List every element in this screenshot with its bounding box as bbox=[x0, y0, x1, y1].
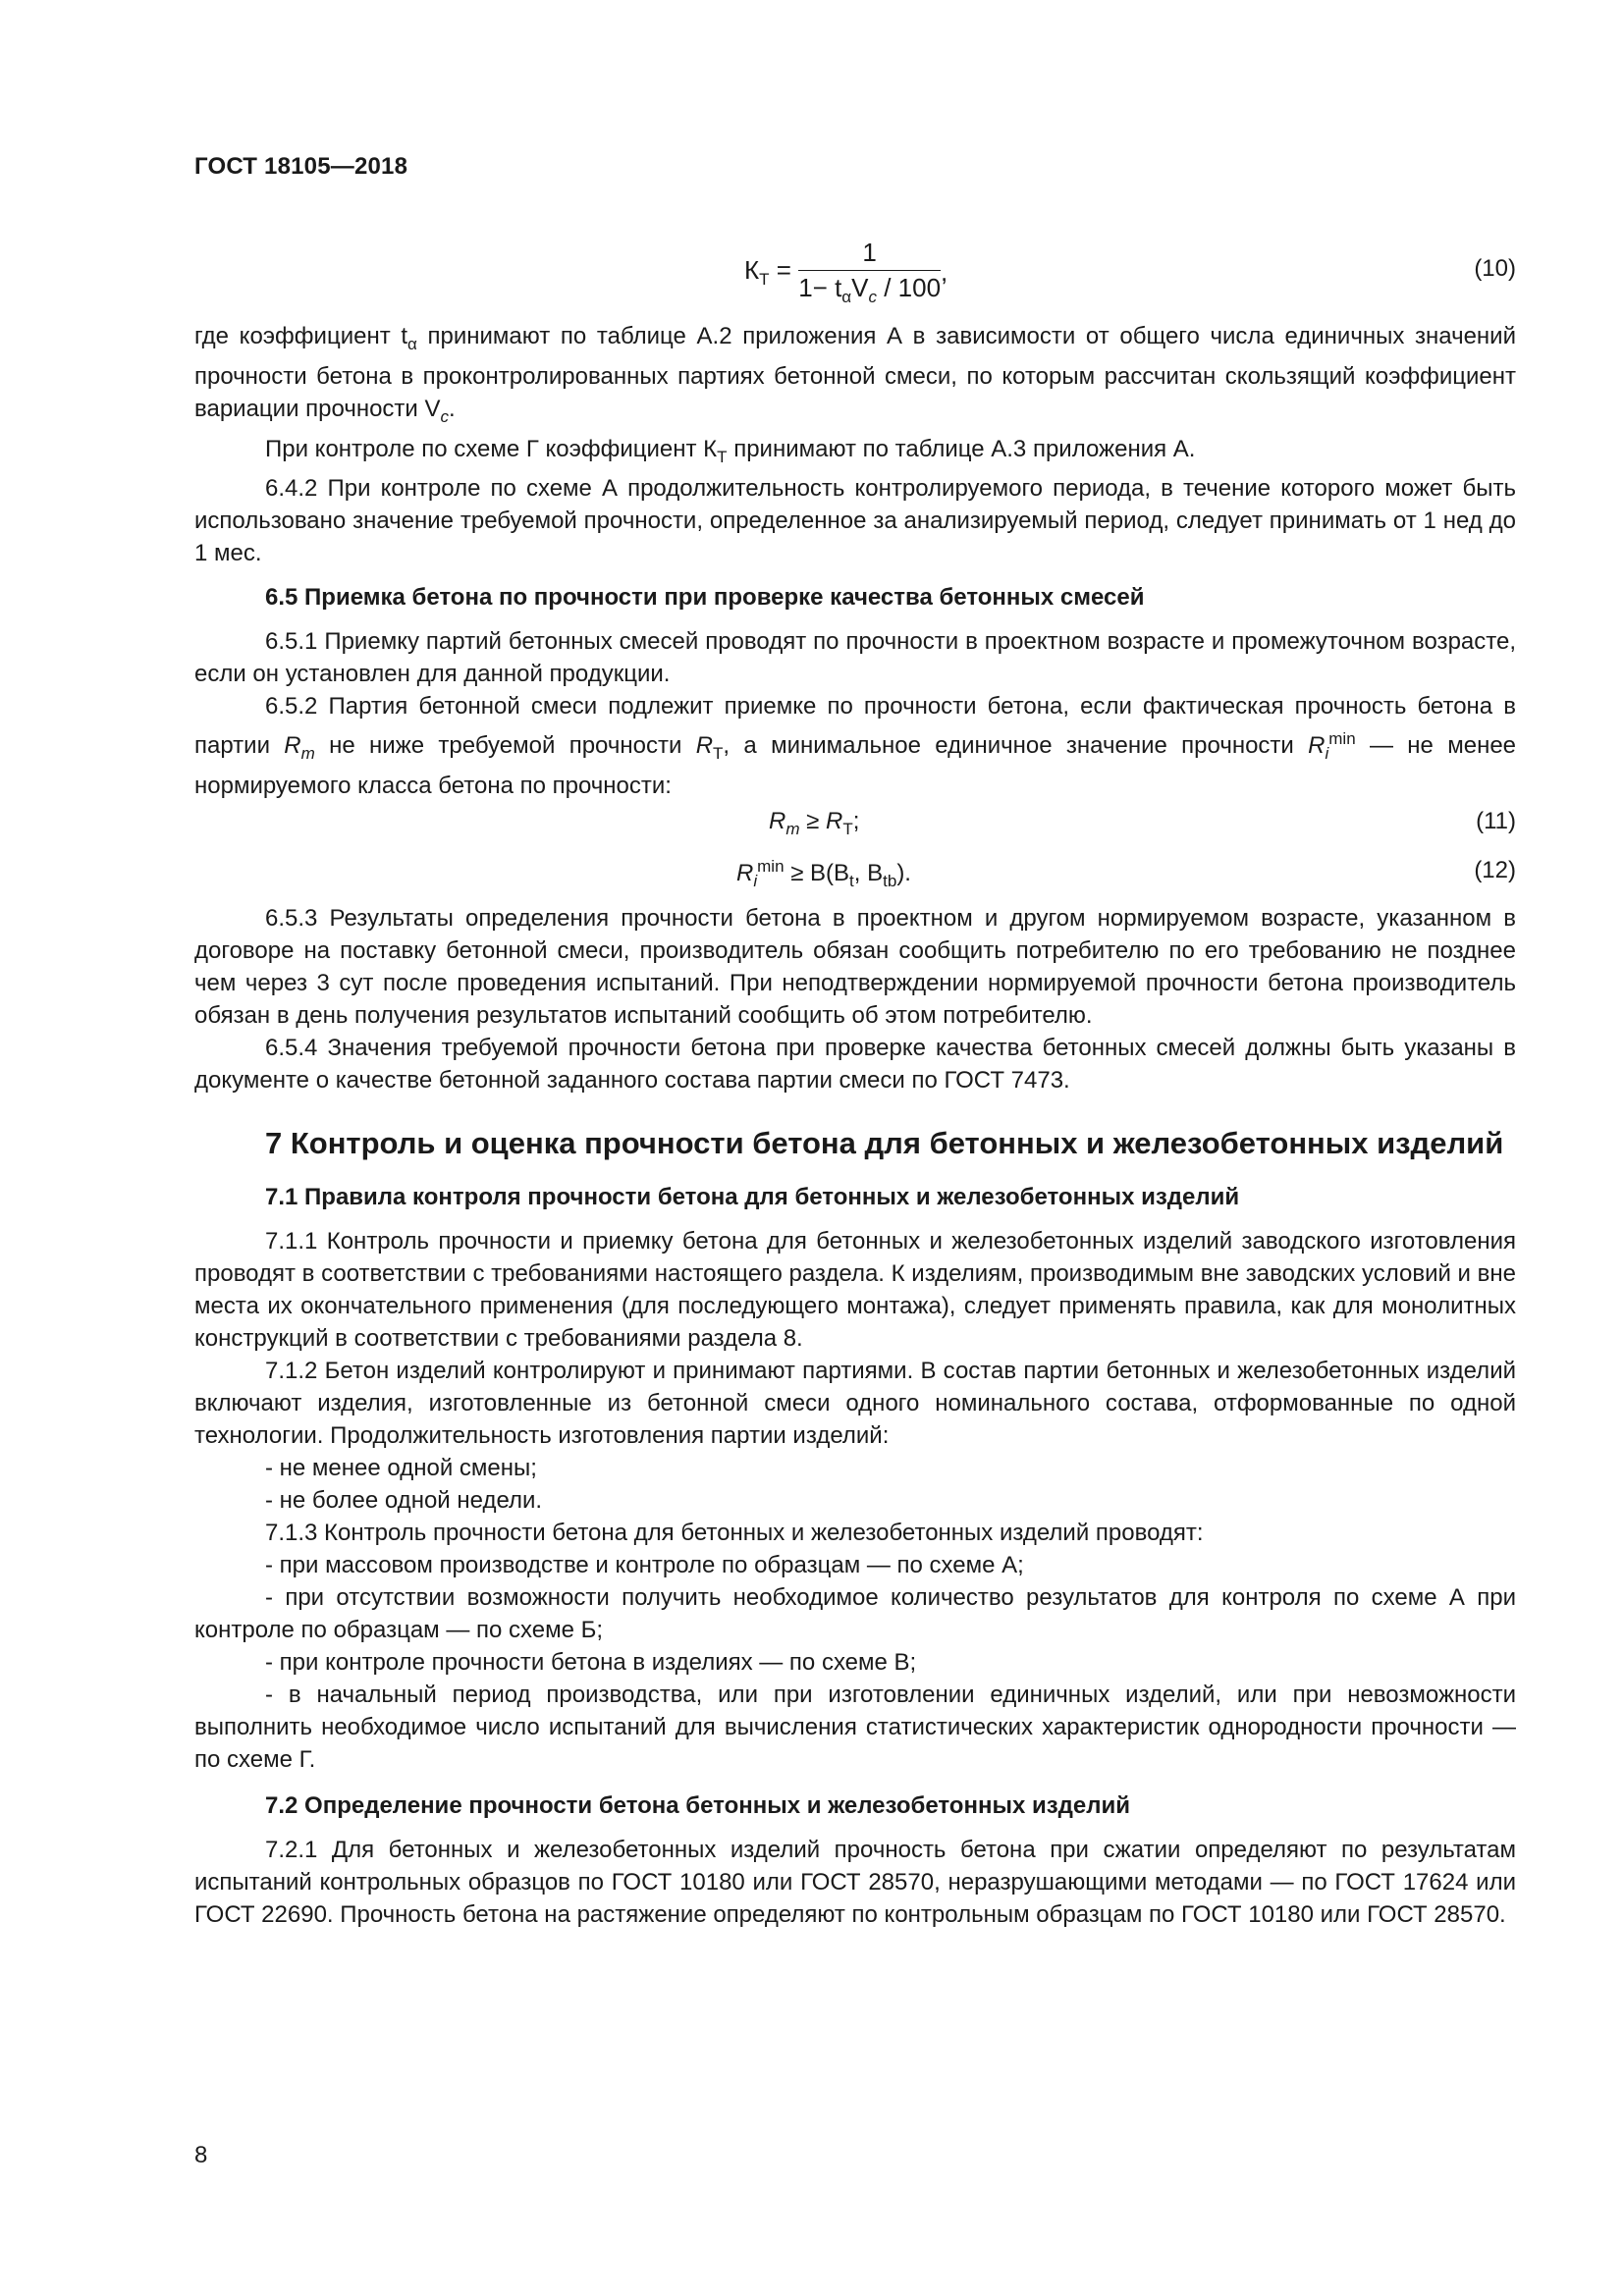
equation-12-body bbox=[736, 857, 911, 891]
eq10-lhs-sub: Т bbox=[759, 270, 770, 290]
list-item: - при отсутствии возможности получить необходимое количество результатов для контроля по схеме А при контроле по образцам — по схеме Б; bbox=[194, 1584, 1516, 1644]
symbol-r: R bbox=[695, 732, 714, 760]
subscript: i bbox=[1325, 744, 1329, 764]
symbol-r: R bbox=[769, 808, 786, 835]
equation-number-12: (12) bbox=[1474, 857, 1516, 884]
paragraph-6-5-3: 6.5.3 Результаты определения прочности бетона в проектном и другом нормируемом возрасте, указанном в договоре на поставку бетонной смеси, производитель обязан сообщить потребителю по его требованию не позднее чем через 3 сут после проведения испытаний. При неподтверждении нормируемой прочности бетона производитель обязан в день получения результатов испытаний сообщить об этом потребителю. bbox=[194, 905, 1516, 1030]
subscript: α bbox=[407, 334, 417, 353]
symbol-r: R bbox=[1308, 732, 1326, 760]
equation-number-10: (10) bbox=[1474, 255, 1516, 282]
paragraph-6-5-4: 6.5.4 Значения требуемой прочности бетона при проверке качества бетонных смесей должны быть указаны в документе о качестве бетонной заданного состава партии смеси по ГОСТ 7473. bbox=[194, 1035, 1516, 1095]
equation-10 bbox=[194, 234, 1516, 312]
symbol-r: R bbox=[826, 808, 843, 835]
operator: ≥ bbox=[799, 808, 827, 835]
symbol-r: R bbox=[736, 860, 754, 887]
equation-12 bbox=[194, 857, 1516, 896]
eq10-equals: = bbox=[776, 255, 791, 285]
paragraph-6-5-2 bbox=[194, 690, 1516, 802]
subscript: Т bbox=[717, 447, 728, 466]
eq10-den-c: / 100 bbox=[884, 273, 942, 302]
eq10-tail: , bbox=[941, 257, 948, 288]
subscript: T bbox=[713, 744, 724, 764]
document-header: ГОСТ 18105—2018 bbox=[194, 153, 408, 180]
subscript: c bbox=[440, 406, 449, 426]
eq10-denominator bbox=[798, 271, 941, 307]
list-item: - не менее одной смены; bbox=[265, 1455, 537, 1482]
paragraph-6-4-2: 6.4.2 При контроле по схеме А продолжительность контролируемого периода, в течение которого может быть использовано значение требуемой прочности, определенное за анализируемый период, следует принимать от 1 нед до 1 мес. bbox=[194, 475, 1516, 567]
equation-11-body bbox=[769, 808, 859, 839]
list-item: - при массовом производстве и контроле по образцам — по схеме А; bbox=[265, 1552, 1024, 1579]
eq10-den-a-sub: α bbox=[841, 288, 852, 307]
heading-section-7: 7 Контроль и оценка прочности бетона для бетонных и железобетонных изделий bbox=[265, 1126, 1504, 1161]
paragraph-7-2-1: 7.2.1 Для бетонных и железобетонных изделий прочность бетона при сжатии определяют по результатам испытаний контрольных образцов по ГОСТ 10180 или ГОСТ 28570, неразрушающими методами — по ГОСТ 17624 или ГОСТ 22690. Прочность бетона на растяжение определяют по контрольным образцам по ГОСТ 10180 или ГОСТ 28570. bbox=[194, 1837, 1516, 1929]
eq10-den-b: V bbox=[851, 273, 869, 302]
text-run: — не менее нормируемого класса бетона по прочности: bbox=[194, 732, 1517, 800]
text-run: принимают по таблице А.3 приложения А. bbox=[727, 435, 1196, 462]
paragraph-where-coefficient bbox=[194, 320, 1516, 433]
equation-number-11: (11) bbox=[1476, 808, 1516, 835]
text-run: где коэффициент t bbox=[194, 323, 408, 349]
text-run: принимают по таблице А.2 приложения А в зависимости от общего числа единичных значений прочности бетона в проконтролированных партиях бетонной смеси, по которым рассчитан скользящий коэффициент вариации прочности V bbox=[194, 323, 1516, 422]
subscript: T bbox=[842, 819, 853, 838]
eq10-fraction bbox=[798, 238, 941, 307]
text-run: При контроле по схеме Г коэффициент К bbox=[265, 435, 718, 462]
list-item: - не более одной недели. bbox=[265, 1487, 543, 1515]
equation-11 bbox=[194, 808, 1516, 847]
eq10-den-a: 1− t bbox=[798, 273, 842, 302]
text-run: . bbox=[449, 395, 456, 422]
list-item: - в начальный период производства, или при изготовлении единичных изделий, или при невозможности выполнить необходимое число испытаний для вычисления статистических характеристик однородности прочности — по схеме Г. bbox=[194, 1682, 1516, 1774]
equation-10-body bbox=[744, 238, 947, 307]
symbol-r: R bbox=[284, 732, 301, 760]
subscript: t bbox=[849, 871, 854, 890]
text-block-1 bbox=[194, 320, 1516, 1931]
paragraph-7-1-3: 7.1.3 Контроль прочности бетона для бетонных и железобетонных изделий проводят: bbox=[265, 1520, 1204, 1547]
operator: ≥ В(В bbox=[784, 860, 850, 887]
subscript: tb bbox=[883, 871, 897, 890]
document-page bbox=[194, 0, 1516, 2296]
eq10-den-b-sub: c bbox=[868, 288, 877, 307]
text-run: ). bbox=[896, 860, 911, 887]
text-run: , а минимальное единичное значение прочности bbox=[723, 732, 1309, 760]
text-run: 6.5.2 Партия бетонной смеси подлежит приемке по прочности бетона, если фактическая прочность бетона в партии bbox=[194, 693, 1516, 760]
subscript: i bbox=[753, 871, 758, 890]
paragraph-scheme-g bbox=[194, 433, 1516, 473]
superscript: min bbox=[757, 857, 785, 877]
heading-7-2: 7.2 Определение прочности бетона бетонных и железобетонных изделий bbox=[265, 1792, 1130, 1820]
text-run: ; bbox=[852, 808, 860, 835]
eq10-lhs: К bbox=[744, 255, 760, 285]
heading-6-5: 6.5 Приемка бетона по прочности при проверке качества бетонных смесей bbox=[265, 584, 1145, 612]
eq10-numerator: 1 bbox=[798, 238, 941, 271]
list-item: - при контроле прочности бетона в изделиях — по схеме В; bbox=[265, 1649, 917, 1677]
heading-7-1: 7.1 Правила контроля прочности бетона для бетонных и железобетонных изделий bbox=[265, 1184, 1240, 1211]
paragraph-7-1-1: 7.1.1 Контроль прочности и приемку бетона для бетонных и железобетонных изделий заводского изготовления проводят в соответствии с требованиями настоящего раздела. К изделиям, производимым вне заводских условий и вне места их окончательного применения (для последующего монтажа), следует применять правила, как для монолитных конструкций в соответствии с требованиями раздела 8. bbox=[194, 1228, 1516, 1353]
page-number: 8 bbox=[194, 2142, 208, 2168]
superscript: min bbox=[1328, 729, 1356, 749]
subscript: m bbox=[300, 744, 315, 764]
paragraph-6-5-1: 6.5.1 Приемку партий бетонных смесей проводят по прочности в проектном возрасте и промежуточном возрасте, если он установлен для данной продукции. bbox=[194, 628, 1516, 688]
subscript: m bbox=[785, 819, 800, 838]
text-run: не ниже требуемой прочности bbox=[314, 732, 696, 760]
text-run: , В bbox=[853, 860, 884, 887]
paragraph-7-1-2: 7.1.2 Бетон изделий контролируют и принимают партиями. В состав партии бетонных и железобетонных изделий включают изделия, изготовленные из бетонной смеси одного номинального состава, отформованные по одной технологии. Продолжительность изготовления партии изделий: bbox=[194, 1358, 1516, 1450]
